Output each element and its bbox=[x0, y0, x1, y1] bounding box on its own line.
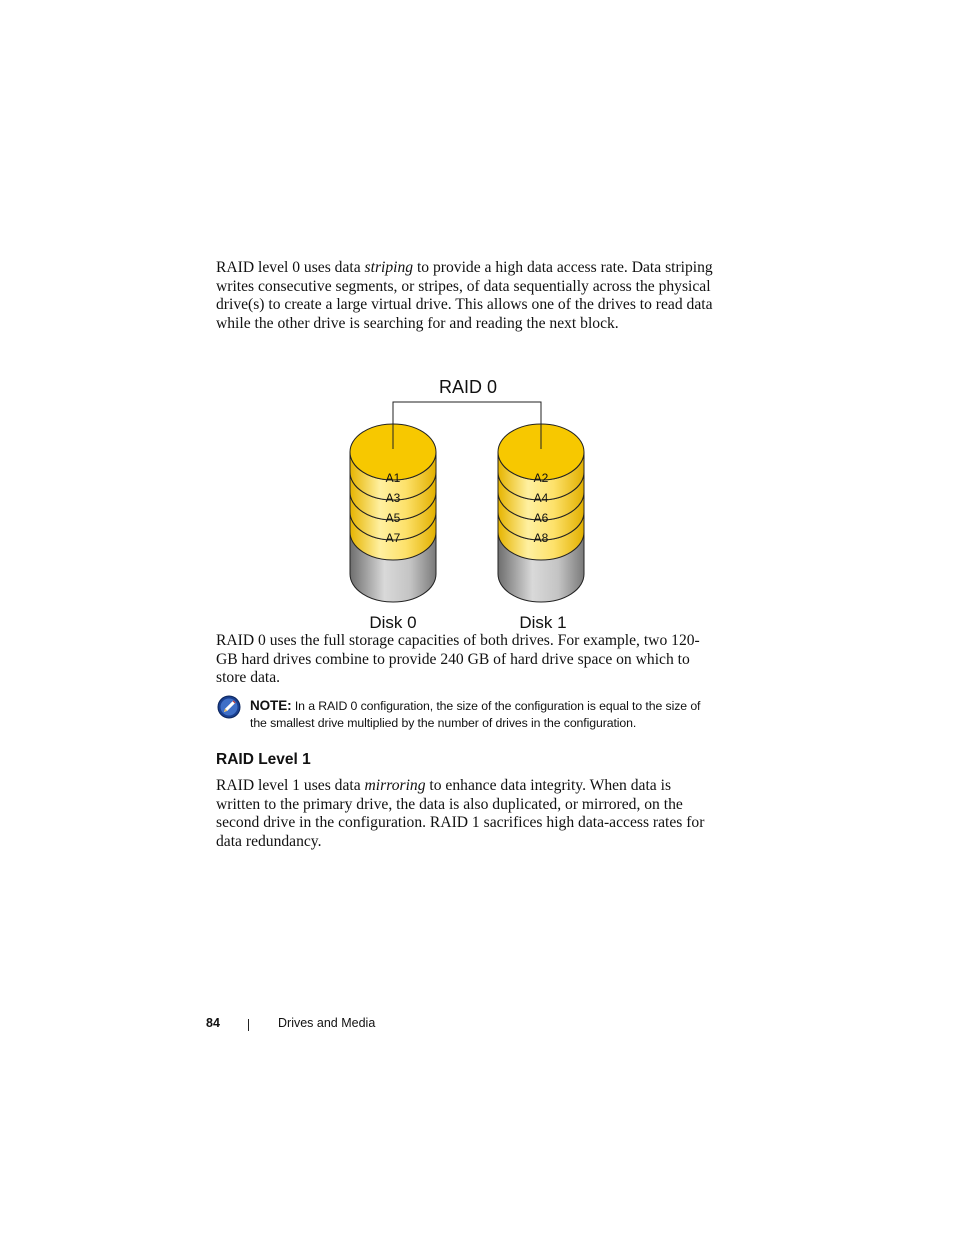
disk0-block-label: A5 bbox=[385, 511, 401, 525]
disk0-block-label: A1 bbox=[385, 471, 401, 485]
note-label: NOTE: bbox=[250, 698, 292, 713]
disk0-block-label: A7 bbox=[385, 531, 401, 545]
note-block bbox=[250, 697, 720, 732]
emphasis-mirroring: mirroring bbox=[364, 777, 426, 794]
text-run: RAID level 1 uses data bbox=[216, 777, 365, 794]
emphasis-striping: striping bbox=[364, 259, 414, 276]
paragraph-raid0-intro bbox=[216, 259, 716, 334]
disk1-block-label: A2 bbox=[533, 471, 549, 485]
raid0-title: RAID 0 bbox=[438, 377, 498, 397]
text-run: to enhance data integrity. When data is written to the primary drive, the data is also duplicated, or mirrored, on the second drive in the configuration. RAID 1 sacrifices high data-access rates for data redundancy. bbox=[216, 777, 705, 851]
raid0-diagram bbox=[330, 368, 600, 638]
disk1-label: Disk 1 bbox=[519, 613, 567, 632]
section-heading: RAID Level 1 bbox=[216, 751, 311, 768]
disk0-block-label: A3 bbox=[385, 491, 401, 505]
disk0-label: Disk 0 bbox=[369, 613, 417, 632]
disk1-block-label: A4 bbox=[533, 491, 549, 505]
paragraph-raid0-capacity: RAID 0 uses the full storage capacities of both drives. For example, two 120-GB hard drives combine to provide 240 GB of hard drive space on which to store data. bbox=[216, 632, 700, 687]
disk1-block-label: A8 bbox=[533, 531, 549, 545]
note-text: In a RAID 0 configuration, the size of the configuration is equal to the size of the smallest drive multiplied by the number of drives in the configuration. bbox=[250, 699, 701, 730]
page-footer bbox=[0, 1016, 954, 1036]
footer-chapter-title: Drives and Media bbox=[278, 1016, 376, 1030]
text-run: to provide a high data access rate. Data striping writes consecutive segments, or stripes, of data sequentially across the physical drive(s) to create a large virtual drive. This allows one of the drives to read data while the other drive is searching for and reading the next block. bbox=[216, 259, 713, 333]
footer-separator bbox=[248, 1019, 249, 1031]
page-number: 84 bbox=[206, 1016, 220, 1030]
paragraph-raid1-intro bbox=[216, 777, 716, 852]
pencil-note-icon bbox=[217, 695, 241, 719]
raid0-diagram-graphics bbox=[350, 402, 584, 602]
text-run: RAID level 0 uses data bbox=[216, 259, 365, 276]
disk1-block-label: A6 bbox=[533, 511, 549, 525]
